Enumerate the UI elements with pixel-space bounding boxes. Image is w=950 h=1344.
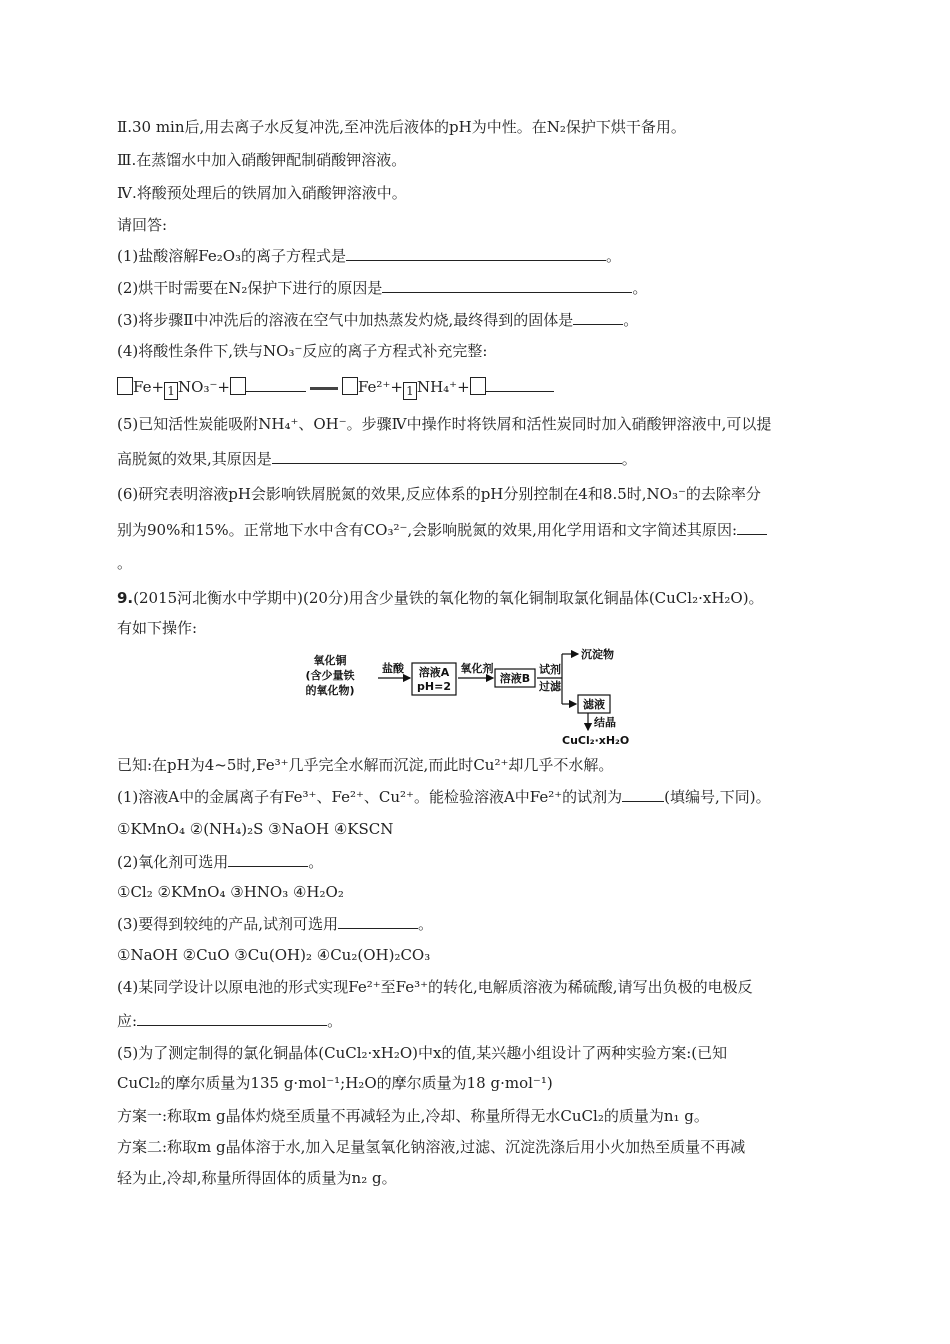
answer-blank[interactable]	[737, 519, 767, 535]
precipitate-label: 沉淀物	[581, 648, 614, 661]
options-9-3: ①NaOH ②CuO ③Cu(OH)₂ ④Cu₂(OH)₂CO₃	[117, 946, 431, 964]
options-9-1: ①KMnO₄ ②(NH₄)₂S ③NaOH ④KSCN	[117, 820, 394, 838]
coefficient-box: 1	[164, 382, 178, 400]
coefficient-box[interactable]	[470, 377, 486, 395]
question-4: (4)将酸性条件下,铁与NO₃⁻反应的离子方程式补充完整:	[117, 342, 488, 360]
answer-blank[interactable]	[338, 913, 418, 929]
question-6-end: 。	[117, 554, 133, 572]
question-9-2: (2)氧化剂可选用 。	[117, 853, 324, 871]
answer-blank[interactable]	[622, 786, 664, 802]
answer-blank[interactable]	[346, 245, 606, 261]
plan-one: 方案一:称取m g晶体灼烧至质量不再减轻为止,冷却、称量所得无水CuCl₂的质量为n₁ g。	[117, 1107, 709, 1125]
answer-blank[interactable]	[272, 448, 622, 464]
coefficient-box[interactable]	[117, 377, 133, 395]
step-2-text: Ⅱ.30 min后,用去离子水反复冲洗,至冲洗后液体的pH为中性。在N₂保护下烘干备用。	[117, 118, 686, 136]
process-flow-diagram	[300, 642, 650, 752]
coefficient-box[interactable]	[342, 377, 358, 395]
answer-blank[interactable]	[486, 376, 554, 392]
equals-sign	[310, 387, 338, 390]
step-4-text: Ⅳ.将酸预处理后的铁屑加入硝酸钾溶液中。	[117, 184, 407, 202]
raw-material-label: 的氧化物)	[305, 684, 355, 697]
question-2: (2)烘干时需要在N₂保护下进行的原因是 。	[117, 279, 648, 297]
raw-material-label: (含少量铁	[305, 669, 355, 682]
question-9: 9.(2015河北衡水中学期中)(20分)用含少量铁的氧化物的氧化铜制取氯化铜晶体(CuCl₂·xH₂O)。	[117, 589, 764, 607]
filter-label: 过滤	[539, 680, 561, 693]
reagent-label: 试剂	[539, 663, 561, 676]
ionic-equation: Fe+ 1 NO₃⁻+ Fe²⁺+ 1 NH₄⁺+	[117, 376, 554, 400]
hcl-label: 盐酸	[382, 662, 404, 675]
options-9-2: ①Cl₂ ②KMnO₄ ③HNO₃ ④H₂O₂	[117, 883, 344, 901]
answer-blank[interactable]	[382, 277, 632, 293]
answer-blank[interactable]	[573, 309, 623, 325]
question-6: (6)研究表明溶液pH会影响铁屑脱氮的效果,反应体系的pH分别控制在4和8.5时,NO₃⁻的去除率分	[117, 485, 761, 503]
answer-blank[interactable]	[137, 1010, 327, 1026]
question-9-4: (4)某同学设计以原电池的形式实现Fe²⁺至Fe³⁺的转化,电解质溶液为稀硫酸,请写出负极的电极反	[117, 978, 753, 996]
solution-a-label: 溶液A	[418, 666, 450, 679]
crystallize-label: 结晶	[594, 716, 616, 729]
answer-blank[interactable]	[228, 851, 308, 867]
known-info: 已知:在pH为4~5时,Fe³⁺几乎完全水解而沉淀,而此时Cu²⁺却几乎不水解。	[117, 756, 614, 774]
plan-two: 方案二:称取m g晶体溶于水,加入足量氢氧化钠溶液,过滤、沉淀洗涤后用小火加热至质量不再减	[117, 1138, 746, 1156]
filtrate-label: 滤液	[583, 698, 605, 711]
raw-material-label: 氧化铜	[313, 654, 347, 667]
question-3: (3)将步骤Ⅱ中冲洗后的溶液在空气中加热蒸发灼烧,最终得到的固体是 。	[117, 311, 639, 329]
question-9-5: (5)为了测定制得的氯化铜晶体(CuCl₂·xH₂O)中x的值,某兴趣小组设计了两种实验方案:(已知	[117, 1044, 728, 1062]
question-9-4-cont: 应: 。	[117, 1012, 343, 1030]
please-answer: 请回答:	[117, 216, 168, 234]
question-1: (1)盐酸溶解Fe₂O₃的离子方程式是 。	[117, 247, 622, 265]
step-3-text: Ⅲ.在蒸馏水中加入硝酸钾配制硝酸钾溶液。	[117, 151, 407, 169]
plan-two-cont: 轻为止,冷却,称量所得固体的质量为n₂ g。	[117, 1169, 397, 1187]
question-9-cont: 有如下操作:	[117, 619, 198, 637]
product-label: CuCl₂·xH₂O	[562, 734, 630, 747]
question-5-cont: 高脱氮的效果,其原因是 。	[117, 450, 637, 468]
oxidant-label: 氧化剂	[460, 662, 494, 675]
solution-a-ph: pH=2	[417, 680, 451, 693]
question-5: (5)已知活性炭能吸附NH₄⁺、OH⁻。步骤Ⅳ中操作时将铁屑和活性炭同时加入硝酸钾溶液中,可以提	[117, 415, 772, 433]
solution-b-label: 溶液B	[499, 672, 531, 685]
answer-blank[interactable]	[246, 376, 306, 392]
question-9-1: (1)溶液A中的金属离子有Fe³⁺、Fe²⁺、Cu²⁺。能检验溶液A中Fe²⁺的试剂为 (填编号,下同)。	[117, 788, 771, 806]
question-9-5-cont: CuCl₂的摩尔质量为135 g·mol⁻¹;H₂O的摩尔质量为18 g·mol⁻¹)	[117, 1074, 553, 1092]
coefficient-box[interactable]	[230, 377, 246, 395]
question-6-cont: 别为90%和15%。正常地下水中含有CO₃²⁻,会影响脱氮的效果,用化学用语和文字简述其原因:	[117, 519, 767, 540]
coefficient-box: 1	[403, 382, 417, 400]
question-9-3: (3)要得到较纯的产品,试剂可选用 。	[117, 915, 434, 933]
